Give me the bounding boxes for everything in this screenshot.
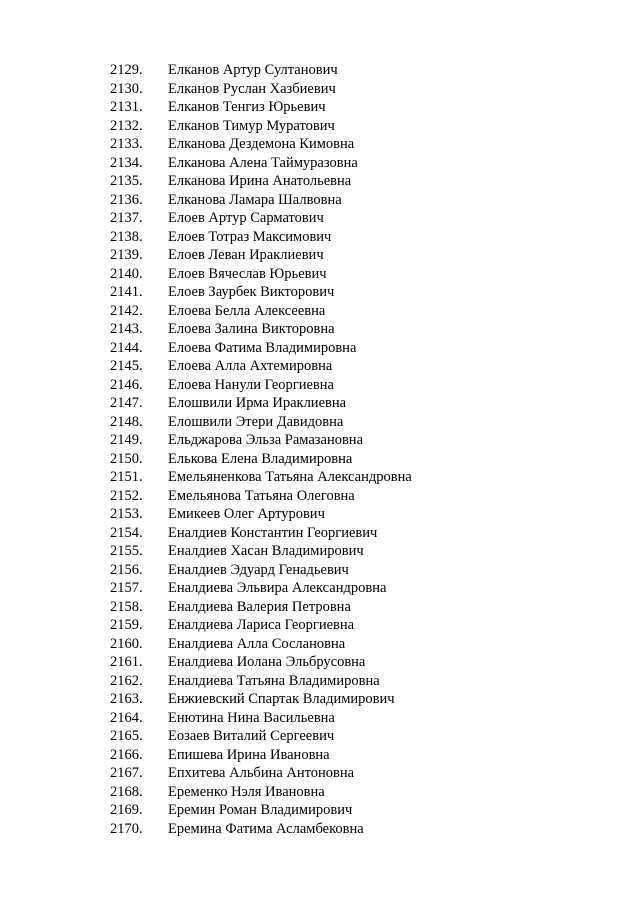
list-item	[110, 376, 610, 395]
list-item	[110, 191, 610, 210]
list-item	[110, 394, 610, 413]
entry-name: Еременко Нэля Ивановна	[168, 783, 325, 800]
entry-number: 2158.	[110, 598, 143, 615]
list-item	[110, 524, 610, 543]
list-item	[110, 764, 610, 783]
entry-number: 2153.	[110, 506, 143, 522]
entry-number: 2130.	[110, 80, 143, 97]
entry-name: Еналдиева Татьяна Владимировна	[168, 672, 380, 689]
list-item	[110, 616, 610, 635]
entry-number: 2137.	[110, 210, 143, 226]
entry-number: 2151.	[110, 469, 143, 485]
entry-name: Елоева Залина Викторовна	[168, 321, 335, 337]
entry-name: Елканова Дездемона Кимовна	[168, 136, 355, 152]
entry-name: Елошвили Этери Давидовна	[168, 413, 344, 430]
entry-number: 2156.	[110, 561, 143, 578]
list-item	[110, 542, 610, 561]
entry-number: 2167.	[110, 765, 143, 781]
entry-name: Елошвили Ирма Ираклиевна	[168, 395, 347, 411]
entry-number: 2166.	[110, 746, 143, 763]
entry-name: Елканова Ирина Анатольевна	[168, 173, 352, 189]
entry-number: 2145.	[110, 358, 143, 374]
list-item	[110, 172, 610, 191]
entry-number: 2165.	[110, 728, 143, 744]
list-item	[110, 61, 610, 80]
entry-number: 2149.	[110, 432, 143, 448]
entry-name: Елканов Тимур Муратович	[168, 117, 335, 134]
entry-number: 2136.	[110, 191, 143, 208]
entry-name: Ельджарова Эльза Рамазановна	[168, 432, 363, 448]
list-item	[110, 302, 610, 321]
entry-number: 2159.	[110, 617, 143, 633]
entry-name: Еналдиев Хасан Владимирович	[168, 543, 364, 559]
entry-number: 2161.	[110, 654, 143, 670]
list-item	[110, 579, 610, 598]
list-item	[110, 468, 610, 487]
list-item	[110, 598, 610, 617]
entry-name: Елоева Алла Ахтемировна	[168, 358, 333, 374]
entry-number: 2154.	[110, 524, 143, 541]
entry-number: 2162.	[110, 672, 143, 689]
entry-name: Емельяненкова Татьяна Александровна	[168, 469, 412, 485]
entry-name: Еналдиева Эльвира Александровна	[168, 580, 387, 596]
list-item	[110, 265, 610, 284]
entry-name: Енжиевский Спартак Владимирович	[168, 691, 395, 707]
list-item	[110, 820, 610, 839]
entry-number: 2164.	[110, 709, 143, 726]
list-item	[110, 487, 610, 506]
entry-number: 2150.	[110, 450, 143, 467]
entry-number: 2152.	[110, 487, 143, 504]
list-item	[110, 727, 610, 746]
entry-name: Елоева Нанули Георгиевна	[168, 376, 334, 393]
list-item	[110, 801, 610, 820]
entry-number: 2133.	[110, 136, 143, 152]
entry-number: 2142.	[110, 302, 143, 319]
list-item	[110, 450, 610, 469]
list-item	[110, 339, 610, 358]
entry-name: Елькова Елена Владимировна	[168, 450, 353, 467]
list-item	[110, 320, 610, 339]
entry-name: Емикеев Олег Артурович	[168, 506, 325, 522]
entry-name: Елоев Леван Ираклиевич	[168, 247, 324, 263]
entry-number: 2144.	[110, 339, 143, 356]
entry-number: 2148.	[110, 413, 143, 430]
entry-name: Елканова Алена Таймуразовна	[168, 154, 358, 171]
list-item	[110, 690, 610, 709]
list-item	[110, 709, 610, 728]
entry-name: Еналдиева Валерия Петровна	[168, 598, 351, 615]
entry-number: 2138.	[110, 228, 143, 245]
entry-number: 2168.	[110, 783, 143, 800]
list-item	[110, 209, 610, 228]
list-item	[110, 653, 610, 672]
list-item	[110, 635, 610, 654]
entry-name: Енютина Нина Васильевна	[168, 709, 335, 726]
entry-number: 2155.	[110, 543, 143, 559]
entry-number: 2131.	[110, 99, 143, 115]
entry-name: Елканов Тенгиз Юрьевич	[168, 99, 326, 115]
list-item	[110, 783, 610, 802]
entry-name: Елканов Артур Султанович	[168, 62, 338, 78]
entry-number: 2132.	[110, 117, 143, 134]
list-item	[110, 672, 610, 691]
list-item	[110, 561, 610, 580]
list-item	[110, 228, 610, 247]
entry-number: 2141.	[110, 284, 143, 300]
list-item	[110, 431, 610, 450]
entry-name: Епхитева Альбина Антоновна	[168, 765, 355, 781]
entry-name: Емельянова Татьяна Олеговна	[168, 487, 355, 504]
list-item	[110, 505, 610, 524]
entry-name: Еналдиев Константин Георгиевич	[168, 524, 378, 541]
entry-name: Еналдиев Эдуард Генадьевич	[168, 561, 349, 578]
entry-name: Епишева Ирина Ивановна	[168, 746, 330, 763]
entry-number: 2146.	[110, 376, 143, 393]
entry-name: Еналдиева Иолана Эльбрусовна	[168, 654, 366, 670]
entry-number: 2135.	[110, 173, 143, 189]
entry-number: 2170.	[110, 820, 143, 837]
name-list	[110, 61, 610, 838]
entry-number: 2134.	[110, 154, 143, 171]
list-item	[110, 117, 610, 136]
list-item	[110, 413, 610, 432]
entry-name: Елоев Вячеслав Юрьевич	[168, 265, 327, 282]
entry-number: 2157.	[110, 580, 143, 596]
entry-number: 2139.	[110, 247, 143, 263]
entry-name: Елоев Заурбек Викторович	[168, 284, 335, 300]
entry-name: Еозаев Виталий Сергеевич	[168, 728, 335, 744]
list-item	[110, 283, 610, 302]
entry-name: Елканов Руслан Хазбиевич	[168, 80, 336, 97]
entry-name: Еналдиева Лариса Георгиевна	[168, 617, 355, 633]
list-item	[110, 246, 610, 265]
entry-name: Елоева Белла Алексеевна	[168, 302, 326, 319]
list-item	[110, 357, 610, 376]
list-item	[110, 746, 610, 765]
entry-name: Еналдиева Алла Сослановна	[168, 635, 346, 652]
entry-number: 2140.	[110, 265, 143, 282]
list-item	[110, 135, 610, 154]
entry-name: Елканова Ламара Шалвовна	[168, 191, 342, 208]
entry-number: 2163.	[110, 691, 143, 707]
entry-number: 2129.	[110, 62, 143, 78]
list-item	[110, 98, 610, 117]
entry-number: 2160.	[110, 635, 143, 652]
list-item	[110, 154, 610, 173]
entry-name: Елоев Артур Сарматович	[168, 210, 324, 226]
entry-number: 2147.	[110, 395, 143, 411]
entry-name: Еремина Фатима Асламбековна	[168, 820, 364, 837]
entry-name: Еремин Роман Владимирович	[168, 802, 353, 818]
entry-name: Елоева Фатима Владимировна	[168, 339, 357, 356]
list-item	[110, 80, 610, 99]
entry-number: 2169.	[110, 802, 143, 818]
entry-number: 2143.	[110, 321, 143, 337]
entry-name: Елоев Тотраз Максимович	[168, 228, 332, 245]
